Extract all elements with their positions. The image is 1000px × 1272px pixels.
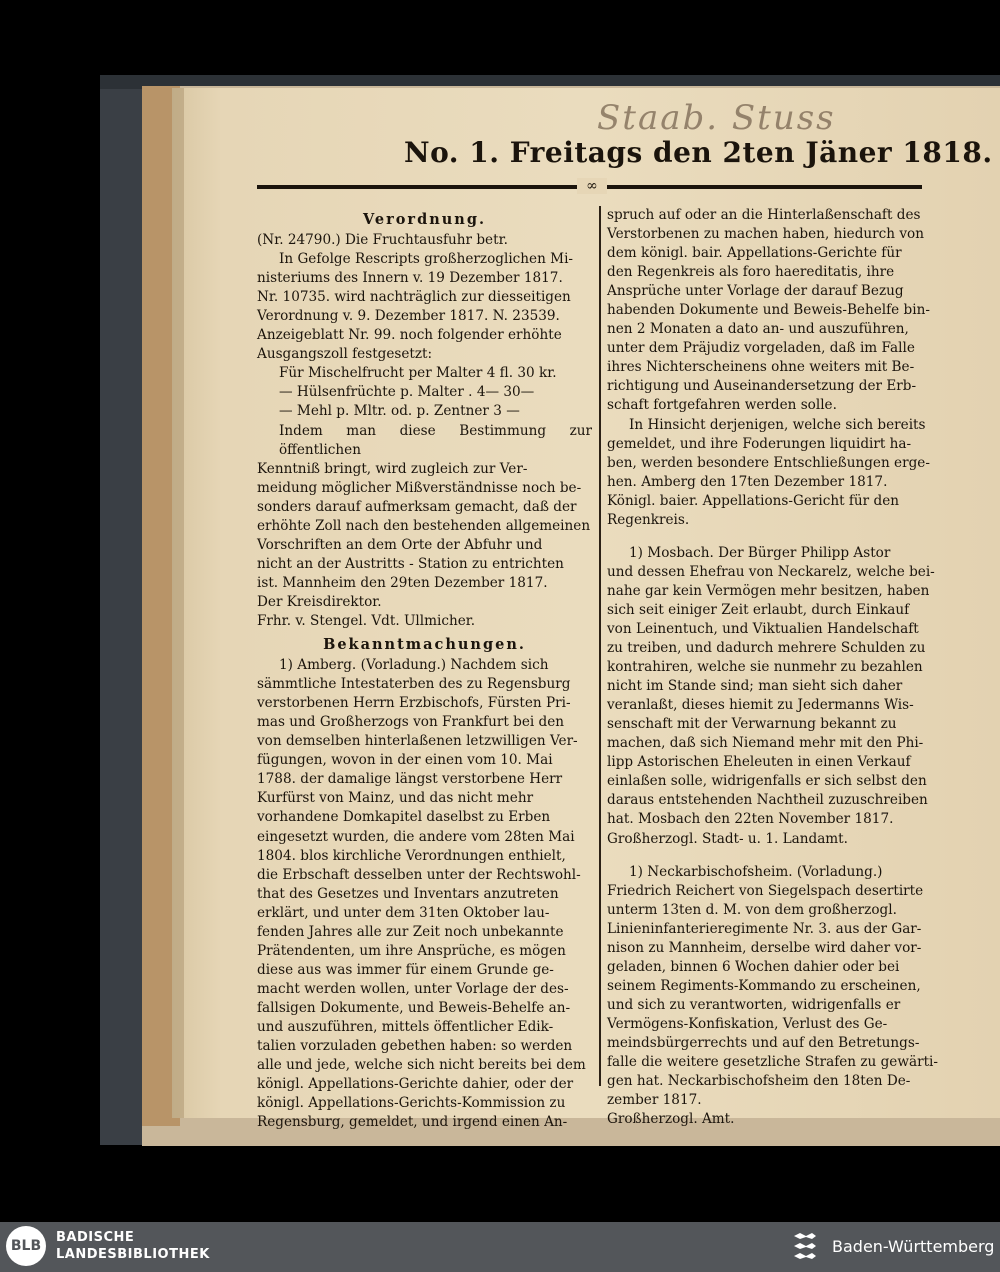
right-column [607, 206, 945, 1129]
text-line: Vorschriften an dem Orte der Abfuhr und [257, 536, 543, 553]
left-column [257, 206, 592, 1132]
text-line: Für Mischelfrucht per Malter 4 fl. 30 kr. [279, 365, 557, 382]
text-line: Regensburg, gemeldet, und irgend einen An- [257, 1114, 568, 1131]
text-line: kontrahiren, welche sie nunmehr zu bezahlen [607, 659, 923, 676]
text-line: senschaft mit der Verwarnung bekannt zu [607, 716, 897, 733]
text-line: Kenntniß bringt, wird zugleich zur Ver- [257, 460, 528, 477]
text-line: schaft fortgefahren werden solle. [607, 397, 837, 414]
text-line: nen 2 Monaten a dato an- und auszuführen, [607, 321, 909, 338]
text-line: erklärt, und unter dem 31ten Oktober lau- [257, 904, 550, 921]
library-name-line-1: BADISCHE [56, 1230, 135, 1245]
text-line: that des Gesetzes und Inventars anzutreten [257, 885, 559, 902]
text-line: daraus entstehenden Nachtheil zuzuschreiben [607, 792, 928, 809]
section-heading-verordnung: Verordnung. [362, 211, 487, 228]
text-line: Verstorbenen zu machen haben, hiedurch von [607, 226, 924, 243]
text-line: ihres Nichterscheinens ohne weiters mit Be- [607, 359, 915, 376]
text-line: Vermögens-Konfiskation, Verlust des Ge- [607, 1015, 888, 1032]
text-line: — Hülsenfrüchte p. Malter . 4— 30— [279, 384, 535, 401]
text-line: vorhandene Domkapitel daselbst zu Erben [257, 809, 551, 826]
amberg-notice-text [257, 656, 592, 1132]
text-line: Ausgangszoll festgesetzt: [257, 346, 433, 363]
text-line: sich seit einiger Zeit erlaubt, durch Einkauf [607, 601, 910, 618]
text-line: einlaßen solle, widrigenfalls er sich selbst den [607, 773, 927, 790]
blb-logo[interactable]: BLB [6, 1226, 46, 1266]
text-line: hen. Amberg den 17ten Dezember 1817. [607, 473, 888, 490]
text-line: Ansprüche unter Vorlage der darauf Bezug [607, 283, 904, 300]
text-line: lipp Astorischen Eheleuten in einen Verkauf [607, 754, 911, 771]
text-line: gemeldet, und ihre Foderungen liquidirt ha- [607, 435, 912, 452]
state-coat-of-arms-icon [790, 1230, 820, 1264]
text-line: ist. Mannheim den 29ten Dezember 1817. [257, 574, 548, 591]
text-line: fallsigen Dokumente, und Beweis-Behelfe an- [257, 999, 571, 1016]
text-line: veranlaßt, dieses hiemit zu Jedermanns Wis- [607, 697, 914, 714]
text-line: Verordnung v. 9. Dezember 1817. N. 23539. [257, 308, 560, 325]
text-line: 1) Mosbach. Der Bürger Philipp Astor [629, 544, 891, 561]
text-line: ben, werden besondere Entschließungen erge- [607, 454, 930, 471]
text-line: Indem man diese Bestimmung zur öffentlichen [279, 422, 592, 458]
signature-line: Regenkreis. [607, 511, 690, 528]
text-line: spruch auf oder an die Hinterlaßenschaft des [607, 207, 921, 223]
text-line: In Gefolge Rescripts großherzoglichen Mi- [279, 251, 574, 268]
text-line: 1) Neckarbischofsheim. (Vorladung.) [629, 863, 883, 880]
text-line: Kurfürst von Mainz, und das nicht mehr [257, 790, 534, 807]
text-line: den Regenkreis als foro haereditatis, ihre [607, 264, 895, 281]
state-name[interactable]: Baden-Württemberg [832, 1237, 995, 1256]
text-line: Prätendenten, um ihre Ansprüche, es mögen [257, 942, 566, 959]
text-line: macht werden wollen, unter Vorlage der des- [257, 980, 569, 997]
text-line: sämmtliche Intestaterben des zu Regensburg [257, 676, 571, 693]
text-line: von Leinentuch, und Viktualien Handelschaft [607, 620, 919, 637]
text-line: geladen, binnen 6 Wochen dahier oder bei [607, 958, 900, 975]
text-line: königl. Appellations-Gerichte dahier, oder der [257, 1076, 574, 1093]
text-line: Anzeigeblatt Nr. 99. noch folgender erhöhte [257, 327, 562, 344]
text-line: nison zu Mannheim, derselbe wird daher vor- [607, 939, 922, 956]
amberg-notice-continued [607, 206, 945, 511]
text-line: Königl. baier. Appellations-Gericht für den [607, 492, 900, 509]
text-line: Linieninfanterieregimente Nr. 3. aus der Gar- [607, 920, 922, 937]
text-line: nicht an der Austritts - Station zu entrichten [257, 555, 564, 572]
text-line: dem königl. bair. Appellations-Gerichte für [607, 245, 902, 262]
text-line: talien vorzuladen gebethen haben: so werden [257, 1038, 573, 1055]
text-line: von demselben hinterlaßenen letzwilligen Ver- [257, 733, 578, 750]
text-line: habenden Dokumente und Beweis-Behelfe bin- [607, 302, 930, 319]
rule-ornament-icon: ∞ [577, 178, 607, 194]
library-name-line-2: LANDESBIBLIOTHEK [56, 1247, 210, 1262]
text-line: hat. Mosbach den 22ten November 1817. [607, 811, 894, 828]
text-line: königl. Appellations-Gerichts-Kommission zu [257, 1095, 566, 1112]
signature-line: Großherzogl. Stadt- u. 1. Landamt. [607, 830, 848, 847]
text-line: eingesetzt wurden, die andere vom 28ten Mai [257, 828, 575, 845]
text-line: diese aus was immer für einem Grunde ge- [257, 961, 554, 978]
neckarbischofsheim-notice-text [607, 863, 945, 1111]
text-line: nicht im Stande sind; man sieht sich daher [607, 678, 903, 695]
text-line: (Nr. 24790.) Die Fruchtausfuhr betr. [257, 232, 508, 249]
text-line: fügungen, wovon in der einen vom 10. Mai [257, 752, 553, 769]
text-line: mas und Großherzogs von Frankfurt bei den [257, 714, 565, 731]
text-line: In Hinsicht derjenigen, welche sich bereits [629, 416, 926, 433]
newspaper-page [172, 88, 1000, 1131]
handwritten-note: Staab. Stuss [597, 98, 836, 138]
text-line: nisteriums des Innern v. 19 Dezember 1817. [257, 270, 563, 287]
text-line: 1804. blos kirchliche Verordnungen enthielt, [257, 847, 566, 864]
signature-line: Der Kreisdirektor. [257, 593, 382, 610]
masthead-title: No. 1. Freitags den 2ten Jäner 1818. [404, 136, 993, 169]
text-line: unterm 13ten d. M. von dem großherzogl. [607, 901, 897, 918]
text-line: die Erbschaft desselben unter der Rechtswohl- [257, 866, 581, 883]
text-line: zember 1817. [607, 1092, 702, 1109]
library-name[interactable] [56, 1229, 210, 1263]
text-line: falle die weitere gesetzliche Strafen zu gewärti- [607, 1054, 938, 1071]
text-line: und auszuführen, mittels öffentlicher Edik- [257, 1018, 554, 1035]
mosbach-notice-text [607, 544, 945, 830]
text-line: nahe gar kein Vermögen mehr besitzen, haben [607, 582, 930, 599]
signature-names: Frhr. v. Stengel. Vdt. Ullmicher. [257, 612, 476, 629]
text-line: gen hat. Neckarbischofsheim den 18ten De- [607, 1073, 911, 1090]
text-line: Friedrich Reichert von Siegelspach desertirte [607, 882, 924, 899]
text-line: — Mehl p. Mltr. od. p. Zentner 3 — [279, 403, 520, 420]
column-divider [599, 206, 601, 1086]
text-line: unter dem Präjudiz vorgeladen, daß im Falle [607, 340, 915, 357]
signature-line: Großherzogl. Amt. [607, 1111, 735, 1128]
text-line: fenden Jahres alle zur Zeit noch unbekannte [257, 923, 564, 940]
text-line: verstorbenen Herrn Erzbischofs, Fürsten Pri- [257, 695, 571, 712]
text-line: richtigung und Auseinandersetzung der Erb- [607, 378, 917, 395]
text-line: Nr. 10735. wird nachträglich zur diesseitigen [257, 289, 571, 306]
text-line: und sich zu verantworten, widrigenfalls er [607, 996, 901, 1013]
text-line: 1788. der damalige längst verstorbene Herr [257, 771, 563, 788]
text-line: zu treiben, und dadurch mehrere Schulden zu [607, 640, 926, 657]
page-fold-shadow [172, 88, 184, 1118]
text-line: 1) Amberg. (Vorladung.) Nachdem sich [279, 657, 549, 674]
text-line: meidung möglicher Mißverständnisse noch be- [257, 479, 582, 496]
text-line: seinem Regiments-Kommando zu erscheinen, [607, 977, 921, 994]
verordnung-text [257, 231, 592, 593]
text-line: machen, daß sich Niemand mehr mit den Phi- [607, 735, 924, 752]
text-line: erhöhte Zoll nach den bestehenden allgemeinen [257, 517, 591, 534]
text-line: meindsbürgerrechts und auf den Betretungs- [607, 1034, 920, 1051]
text-line: alle und jede, welche sich nicht bereits bei dem [257, 1057, 586, 1074]
text-line: und dessen Ehefrau von Neckarelz, welche bei- [607, 563, 935, 580]
text-line: sonders darauf aufmerksam gemacht, daß der [257, 498, 577, 515]
footer-bar [0, 1222, 1000, 1272]
section-heading-bekanntmachungen: Bekanntmachungen. [323, 636, 526, 654]
